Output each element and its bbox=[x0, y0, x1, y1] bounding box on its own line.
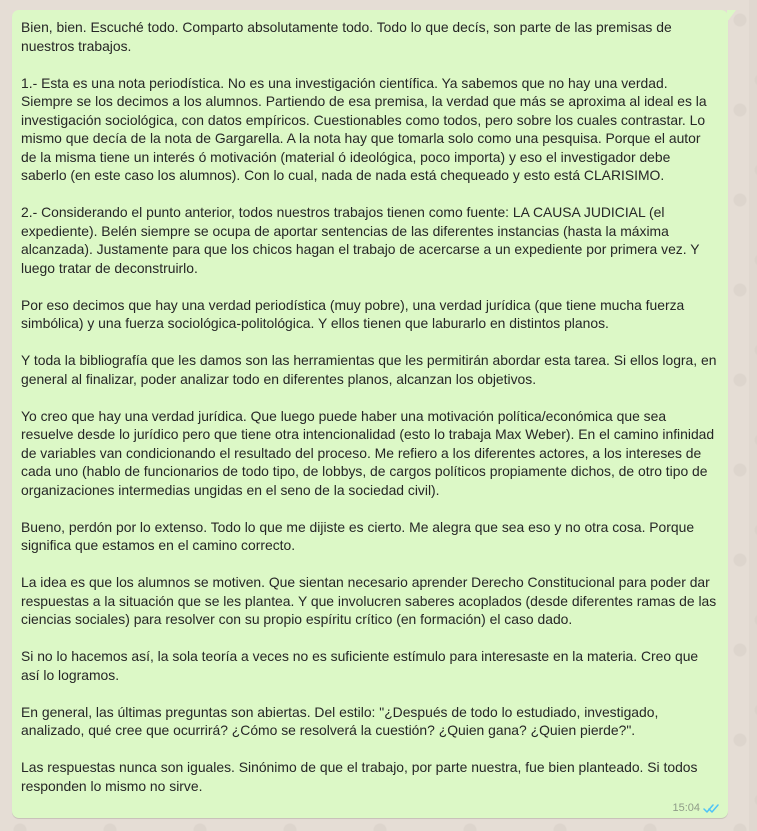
message-paragraph-4: Por eso decimos que hay una verdad periodística (muy pobre), una verdad jurídica (que tiene mucha fuerza simbólica) y una fuerza sociológica-politológica. Y ellos tienen que laburarlo en distintos planos. bbox=[21, 296, 685, 331]
message-paragraph-10: En general, las últimas preguntas son abiertas. Del estilo: "¿Después de todo lo estudiado, investigado, analizado, qué cree que ocurrirá? ¿Cómo se resolverá la cuestión? ¿Quien gana? ¿Quien pierde?". bbox=[21, 703, 659, 738]
message-text bbox=[21, 18, 719, 795]
message-paragraph-7: Bueno, perdón por lo extenso. Todo lo que me dijiste es cierto. Me alegra que sea eso y no otra cosa. Porque significa que estamos en el camino correcto. bbox=[21, 518, 695, 553]
message-paragraph-6: Yo creo que hay una verdad jurídica. Que luego puede haber una motivación política/económica que sea resuelve desde lo jurídico pero que tiene otra intencionalidad (esto lo trabaja Max Weber). En el camino infinidad de variables van condicionando el resultado del proceso. Me refiero a los diferentes actores, a los intereses de cada uno (hablo de funcionarios de todo tipo, de lobbys, de cargos políticos propiamente dichos, de otro tipo de organizaciones intermedias ungidas en el seno de la sociedad civil). bbox=[21, 407, 715, 498]
message-paragraph-9: Si no lo hacemos así, la sola teoría a veces no es suficiente estímulo para interesaste en la materia. Creo que así lo logramos. bbox=[21, 648, 699, 683]
message-paragraph-5: Y toda la bibliografía que les damos son las herramientas que les permitirán abordar esta tarea. Si ellos logra, en general al finalizar, poder analizar todo en diferentes planos, alcanzan los objetivos. bbox=[21, 352, 717, 387]
message-paragraph-3: 2.- Considerando el punto anterior, todos nuestros trabajos tienen como fuente: LA CAUSA JUDICIAL (el expediente). Belén siempre se ocupa de aportar sentencias de las diferentes instancias (hasta la máxima alcanzada). Justamente para que los chicos hagan el trabajo de acercarse a un expediente por primera vez. Y luego tratar de deconstruirlo. bbox=[21, 204, 700, 276]
message-meta bbox=[672, 802, 719, 814]
message-paragraph-1: Bien, bien. Escuché todo. Comparto absolutamente todo. Todo lo que decís, son parte de las premisas de nuestros trabajos. bbox=[21, 19, 672, 54]
double-check-icon bbox=[703, 803, 719, 814]
chat-scrollbar[interactable] bbox=[749, 0, 757, 831]
message-time: 15:04 bbox=[672, 802, 700, 814]
message-paragraph-11: Las respuestas nunca son iguales. Sinónimo de que el trabajo, por parte nuestra, fue bien planteado. Si todos responden lo mismo no sirve. bbox=[21, 759, 698, 794]
message-paragraph-2: 1.- Esta es una nota periodística. No es una investigación científica. Ya sabemos que no hay una verdad. Siempre se los decimos a los alumnos. Partiendo de esa premisa, la verdad que más se aproxima al ideal es la investigación sociológica, con datos empíricos. Cuestionables como todos, pero sobre los cuales contrastar. Lo mismo que decía de la nota de Gargarella. A la nota hay que tomarla solo como una pesquisa. Porque el autor de la misma tiene un interés ó motivación (material ó ideológica, poco importa) y eso el investigador debe saberlo (en este caso los alumnos). Con lo cual, nada de nada está chequeado y esto está CLARISIMO. bbox=[21, 74, 707, 183]
message-paragraph-8: La idea es que los alumnos se motiven. Que sientan necesario aprender Derecho Constitucional para poder dar respuestas a la situación que se les plantea. Y que involucren saberes acoplados (desde diferentes ramas de las ciencias sociales) para resolver con su propio espíritu crítico (en formación) el caso dado. bbox=[21, 574, 717, 627]
bubble-tail bbox=[727, 10, 736, 22]
message-bubble[interactable] bbox=[12, 10, 728, 818]
